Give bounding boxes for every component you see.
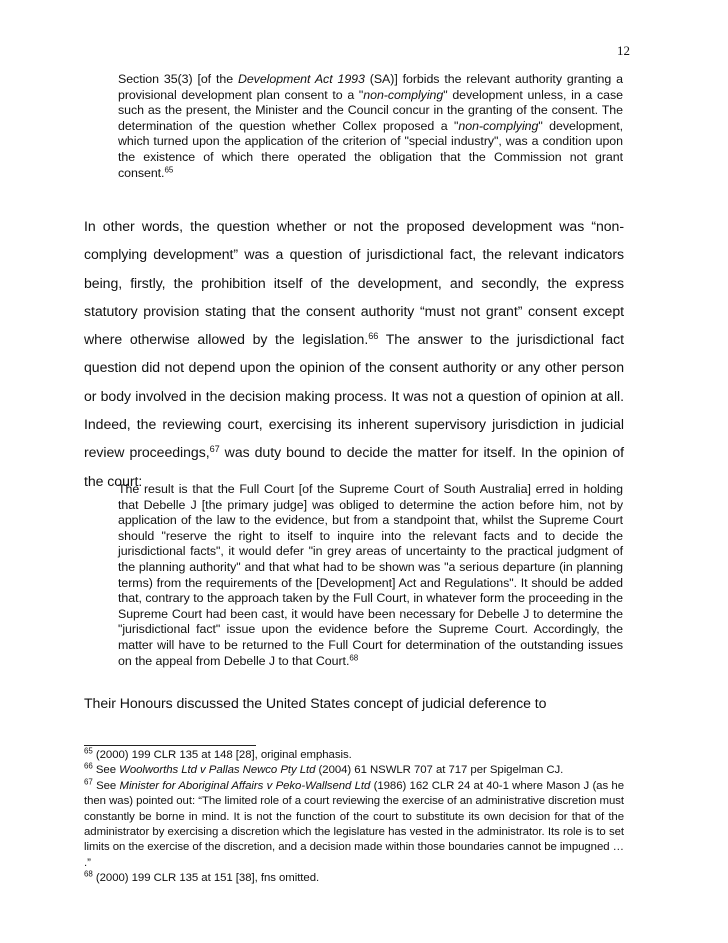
paragraph-text: The answer to the jurisdictional fact question did not depend upon the opinion of the consent authority or any other person or body involved in the decision making process. It was not a question of opinion at all. Indeed, the reviewing court, exercising its inherent supervisory jurisdiction in judicial review proceedings, xyxy=(84,331,625,461)
footnote xyxy=(84,779,624,871)
page-number: 12 xyxy=(617,43,630,58)
italic-act-title: Development Act 1993 xyxy=(237,72,365,86)
footnote-text: (2000) 199 CLR 135 at 151 [38], fns omitted. xyxy=(92,872,320,885)
footnote xyxy=(84,763,624,778)
footnote-number: 68 xyxy=(84,869,93,879)
footnote-text: (1986) 162 CLR 24 at 40-1 where Mason J (as he then was) pointed out: “The limited role of a court reviewing the exercise of an administrative discretion must constantly be borne in mind. It is not the function of the court to substitute its own decision for that of the administrator by exercising a discretion which the legislature has vested in the administrator. Its role is to set limits on the exercise of the discretion, and a decision made within those boundaries cannot be impugned … .” xyxy=(84,779,624,869)
quote-text: (SA)] forbids the relevant authority granting a provisional development plan consent to a " xyxy=(118,72,623,102)
footnote-number: 65 xyxy=(84,746,93,756)
body-paragraph-jurisdictional-fact xyxy=(84,212,624,495)
quote-text: " development, which turned upon the application of the criterion of "special industry", was a condition upon the existence of which there operated the obligation that the Commission not grant consent. xyxy=(118,118,623,180)
block-quote-full-court xyxy=(118,482,623,669)
footnote-text: (2004) 61 NSWLR 707 at 717 per Spigelman CJ. xyxy=(315,764,564,777)
paragraph-text: In other words, the question whether or not the proposed development was “non-complying development” was a question of jurisdictional fact, the relevant indicators being, firstly, the prohibition itself of the development, and secondly, the express statutory provision stating that the consent authority “must not grant” consent except where otherwise allowed by the legislation. xyxy=(84,218,624,348)
footnote-separator xyxy=(84,745,256,746)
footnote-text: See xyxy=(92,779,120,792)
footnote xyxy=(84,748,624,763)
footnote-text: (2000) 199 CLR 135 at 148 [28], original emphasis. xyxy=(92,749,352,761)
case-name: Minister for Aboriginal Affairs v Peko-Wallsend Ltd xyxy=(119,779,371,792)
footnotes xyxy=(84,748,624,887)
quote-text: " development unless, in a case such as the present, the Minister and the Council concur in the granting of the consent. The determination of the question whether Collex proposed a " xyxy=(118,87,623,133)
footnote-ref-66[interactable]: 66 xyxy=(368,331,379,342)
paragraph-text: Their Honours discussed the United States concept of judicial deference to xyxy=(84,695,547,711)
footnote-ref-65[interactable]: 65 xyxy=(164,165,174,175)
case-name: Woolworths Ltd v Pallas Newco Pty Ltd xyxy=(119,764,316,777)
body-paragraph-honours xyxy=(84,689,624,717)
footnote-number: 66 xyxy=(84,762,93,772)
italic-term: non-complying xyxy=(458,118,539,133)
paragraph-text: was duty bound to decide the matter for itself. In the opinion of the court: xyxy=(84,444,624,489)
quote-text: Section 35(3) [of the xyxy=(118,72,238,86)
footnote-text: See xyxy=(92,764,120,777)
footnote xyxy=(84,871,624,886)
footnote-ref-67[interactable]: 67 xyxy=(209,444,220,455)
footnote-ref-68[interactable]: 68 xyxy=(349,653,359,663)
italic-term: non-complying xyxy=(363,87,444,102)
footnote-number: 67 xyxy=(84,777,93,787)
block-quote-collex xyxy=(118,72,623,181)
quote-text: The result is that the Full Court [of the Supreme Court of South Australia] erred in holding that Debelle J [the primary judge] was obliged to determine the action before him, not by application of the law to the evidence, but from a standpoint that, whilst the Supreme Court should "reserve the right to itself to inquire into the relevant facts and to decide the jurisdictional facts", it would defer "in grey areas of uncertainty to the practical judgment of the planning authority" and that what had to be shown was "a serious departure (in planning terms) from the requirements of the [Development] Act and Regulations". It should be added that, contrary to the approach taken by the Full Court, in whatever form the proceeding in the Supreme Court had been cast, it would have been necessary for Debelle J to determine the "jurisdictional fact" issue upon the evidence before the Supreme Court. Accordingly, the matter will have to be returned to the Full Court for determination of the outstanding issues on the appeal from Debelle J to that Court. xyxy=(118,482,623,668)
